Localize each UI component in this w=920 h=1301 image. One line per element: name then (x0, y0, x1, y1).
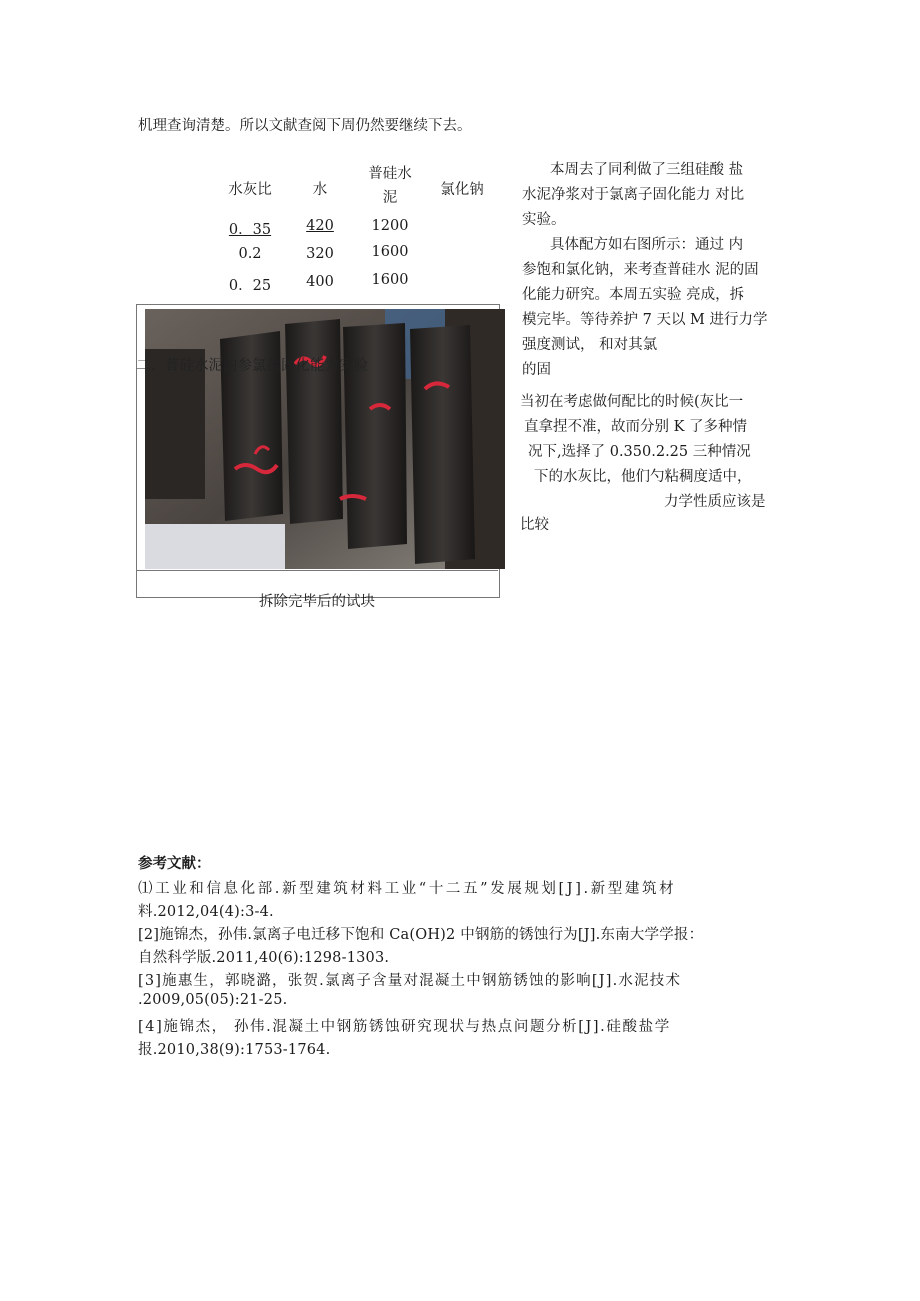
paragraph-line: 强度测试， 和对其氯 (522, 337, 658, 353)
paragraph-line: 本周去了同利做了三组硅酸 盐 (550, 162, 744, 178)
paragraph-line: 化能力研究。本周五实验 亮成，拆 (522, 287, 745, 303)
paragraph-line: 下的水灰比，他们勺粘稠度适中， (534, 469, 752, 485)
table-cell: 400 (306, 274, 334, 290)
paragraph-line: 水泥净浆对于氯离子固化能力 对比 (522, 187, 745, 203)
report-paragraph-lower (520, 390, 766, 538)
paragraph-line: 实验。 (522, 212, 566, 228)
reference-line: 料.2012,04(4):3-4. (138, 904, 274, 920)
table-cell: 0．35 (228, 222, 272, 238)
reference-line: .2009,05(05):21-25. (138, 992, 288, 1008)
paragraph-line: 况下,选择了 0.350.2.25 三种情况 (528, 444, 751, 460)
paragraph-line: 参饱和氯化钠，来考查普硅水 泥的固 (522, 262, 759, 278)
table-header-cement (360, 162, 420, 210)
reference-line: 报.2010,38(9):1753-1764. (138, 1042, 331, 1058)
table-header-nacl: 氯化钠 (440, 182, 484, 198)
table-header-water-cement-ratio: 水灰比 (228, 182, 272, 198)
table-cell: 420 (306, 218, 334, 234)
paragraph-line: 具体配方如右图所示：通过 内 (550, 237, 744, 253)
specimen-blocks-illustration (145, 309, 505, 569)
paragraph-line: 比较 (520, 517, 549, 533)
reference-line: [2]施锦杰，孙伟.氯离子电迁移下饱和 Ca(OH)2 中钢筋的锈蚀行为[J].东南大学学报： (138, 927, 704, 943)
table-cell: 0.2 (238, 246, 262, 262)
table-cell: 1600 (371, 244, 409, 260)
paragraph-line: 的固 (522, 362, 551, 378)
paragraph-line: 直拿捏不准，故而分别 K 了多种情 (524, 419, 748, 435)
table-cell: 320 (306, 246, 334, 262)
table-cell: 0．25 (228, 278, 272, 294)
reference-line: [3]施惠生，郭晓潞，张贺.氯离子含量对混凝土中钢筋锈蚀的影响[J].水泥技术 (138, 973, 682, 989)
reference-line: ⑴工业和信息化部.新型建筑材料工业“十二五”发展规划[J].新型建筑材 (138, 881, 677, 897)
section-heading: 二、普硅水泥内参氯盐固化能力实验 (136, 358, 368, 374)
table-header-cement-line1: 普硅水 (368, 166, 412, 182)
paragraph-line: 模完毕。等待养护 7 天以 M 进行力学 (522, 312, 768, 328)
paragraph-line: 力学性质应该是 (664, 494, 766, 510)
table-cell: 1600 (371, 272, 409, 288)
intro-line: 机理查询清楚。所以文献查阅下周仍然要继续下去。 (138, 118, 472, 134)
table-header-cement-line2: 泥 (382, 190, 398, 206)
table-cell: 1200 (371, 218, 409, 234)
mix-ratio-table (200, 160, 510, 300)
paragraph-line: 当初在考虑做何配比的时候(灰比一 (520, 394, 744, 410)
caption-divider (136, 570, 498, 571)
report-paragraph-upper (522, 158, 768, 383)
table-header-water: 水 (312, 182, 328, 198)
photo-caption: 拆除完毕后的试块 (259, 594, 375, 610)
specimen-photo (145, 309, 505, 569)
references-title: 参考文献： (138, 855, 211, 872)
reference-line: 自然科学版.2011,40(6):1298-1303. (138, 950, 390, 966)
reference-line: [4]施锦杰， 孙伟.混凝土中钢筋锈蚀研究现状与热点问题分析[J].硅酸盐学 (138, 1019, 671, 1035)
